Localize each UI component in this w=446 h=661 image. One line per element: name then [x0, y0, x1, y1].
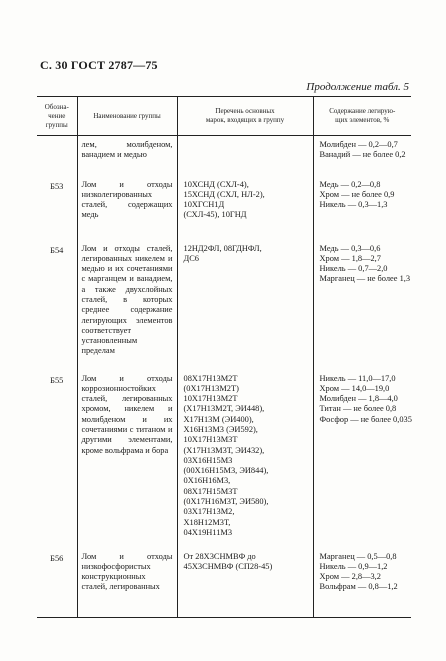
element-content-line: Никель — 0,9—1,2 [319, 561, 388, 571]
element-content-line: Никель — 0,7—2,0 [319, 264, 388, 274]
element-content-line: Титан — не более 0,8 [319, 404, 397, 414]
grade-line: Х17Н13М (ЭИ400), [183, 414, 254, 424]
element-content-list [313, 370, 411, 548]
grade-line: (Х17Н13М3Т, ЭИ432), [183, 445, 265, 455]
grade-line: (0Х17Н13М2Т) [183, 383, 239, 393]
grade-line: Х16Н13М3 (ЭИ592), [183, 424, 258, 434]
element-content-line: Хром — 14,0—19,0 [319, 383, 390, 393]
grade-line: От 28Х3СНМВФ до [183, 551, 256, 561]
column-header-code: Обозна- чение группы [37, 97, 77, 136]
column-header-name: Наименование группы [77, 97, 177, 136]
element-content-line: Медь — 0,2—0,8 [319, 179, 381, 189]
group-name: лем, молибденом, ванадием и медью [77, 136, 177, 176]
table-continuation-note: Продолжение табл. 5 [306, 81, 409, 93]
element-content-line: Фосфор — не более 0,035 [319, 414, 412, 424]
table-row [37, 548, 411, 618]
table-row [37, 136, 411, 176]
grade-line: (0Х17Н16М3Т, ЭИ580), [183, 497, 269, 507]
grade-line: 10Х17Н13М3Т [183, 435, 238, 445]
grade-line: 08Х17Н15М3Т [183, 486, 238, 496]
grade-line: 12НД2ФЛ, 08ГДНФЛ, [183, 243, 262, 253]
grade-line: 03Х17Н13М2, [183, 507, 235, 517]
element-content-list [313, 136, 411, 176]
grade-line: 15ХСНД (СХЛ, НЛ-2), [183, 189, 265, 199]
group-name: Лом и отходы сталей, легированных никелем и медью и их сочетаниями с марганцем и ванадием, а также двухслойных сталей, в которых среднее содержание легирующих элементов соответствует установленным пределам [77, 240, 177, 370]
element-content-line: Марганец — 0,5—0,8 [319, 551, 397, 561]
column-header-content: Содержание легирую- щих элементов, % [313, 97, 411, 136]
group-code: Б55 [50, 375, 64, 385]
table-row [37, 176, 411, 240]
element-content-line: Молибден — 0,2—0,7 [319, 140, 398, 149]
grade-line: 10Х17Н13М2Т [183, 394, 238, 404]
element-content-line: Хром — не более 0,9 [319, 189, 395, 199]
grade-line: 04Х19Н11М3 [183, 527, 233, 537]
grade-line: 0Х16Н16М3, [183, 476, 231, 486]
element-content-line: Никель — 11,0—17,0 [319, 373, 396, 383]
grade-line: Х18Н12М3Т, [183, 517, 231, 527]
grade-line: ДС6 [183, 253, 199, 263]
table-row [37, 370, 411, 548]
grade-line: (СХЛ-45), 10ГНД [183, 210, 247, 220]
grade-line: 03Х16Н15М3 [183, 455, 233, 465]
column-header-grades: Перечень основных марок, входящих в группу [177, 97, 313, 136]
grades-list [177, 370, 313, 548]
element-content-line: Марганец — не более 1,3 [319, 274, 411, 284]
group-name: Лом и отходы коррозионностойких сталей, легированных хромом, никелем и молибденом и их сочетаниями с титаном и другими элементами, кроме вольфрама и бора [77, 370, 177, 548]
alloy-groups-table [37, 96, 411, 618]
table-header-row [37, 97, 411, 136]
grade-line: 08Х17Н13М2Т [183, 373, 238, 383]
group-name: Лом и отходы низколегированных сталей, содержащих медь [77, 176, 177, 240]
element-content-line: Ванадий — не более 0,2 [319, 150, 406, 160]
group-name: Лом и отходы низкофосфористых конструкционных сталей, легированных [77, 548, 177, 618]
element-content-line: Медь — 0,3—0,6 [319, 243, 381, 253]
grade-line: (00Х16Н15М3, ЭИ844), [183, 466, 269, 476]
table-row [37, 240, 411, 370]
grade-line: (Х17Н13М2Т, ЭИ448), [183, 404, 265, 414]
grade-line: 10ХСНД (СХЛ-4), [183, 179, 249, 189]
grades-list [177, 136, 313, 176]
element-content-line: Хром — 1,8—2,7 [319, 253, 381, 263]
grade-line: 45Х3СНМВФ (СП28-45) [183, 561, 273, 571]
table-body [37, 136, 411, 618]
element-content-line: Вольфрам — 0,8—1,2 [319, 582, 398, 592]
element-content-line: Хром — 2,8—3,2 [319, 572, 381, 582]
element-content-line: Молибден — 1,8—4,0 [319, 394, 398, 404]
element-content-list [313, 176, 411, 240]
group-code: Б53 [50, 181, 64, 191]
element-content-line: Никель — 0,3—1,3 [319, 200, 388, 210]
page-header: С. 30 ГОСТ 2787—75 [40, 58, 158, 72]
grades-list [177, 240, 313, 370]
element-content-list [313, 240, 411, 370]
group-code: Б54 [50, 245, 64, 255]
grades-list [177, 176, 313, 240]
grade-line: 10ХГСН1Д [183, 200, 225, 210]
element-content-list [313, 548, 411, 618]
grades-list [177, 548, 313, 618]
group-code: Б56 [37, 548, 77, 618]
group-code [37, 136, 77, 176]
